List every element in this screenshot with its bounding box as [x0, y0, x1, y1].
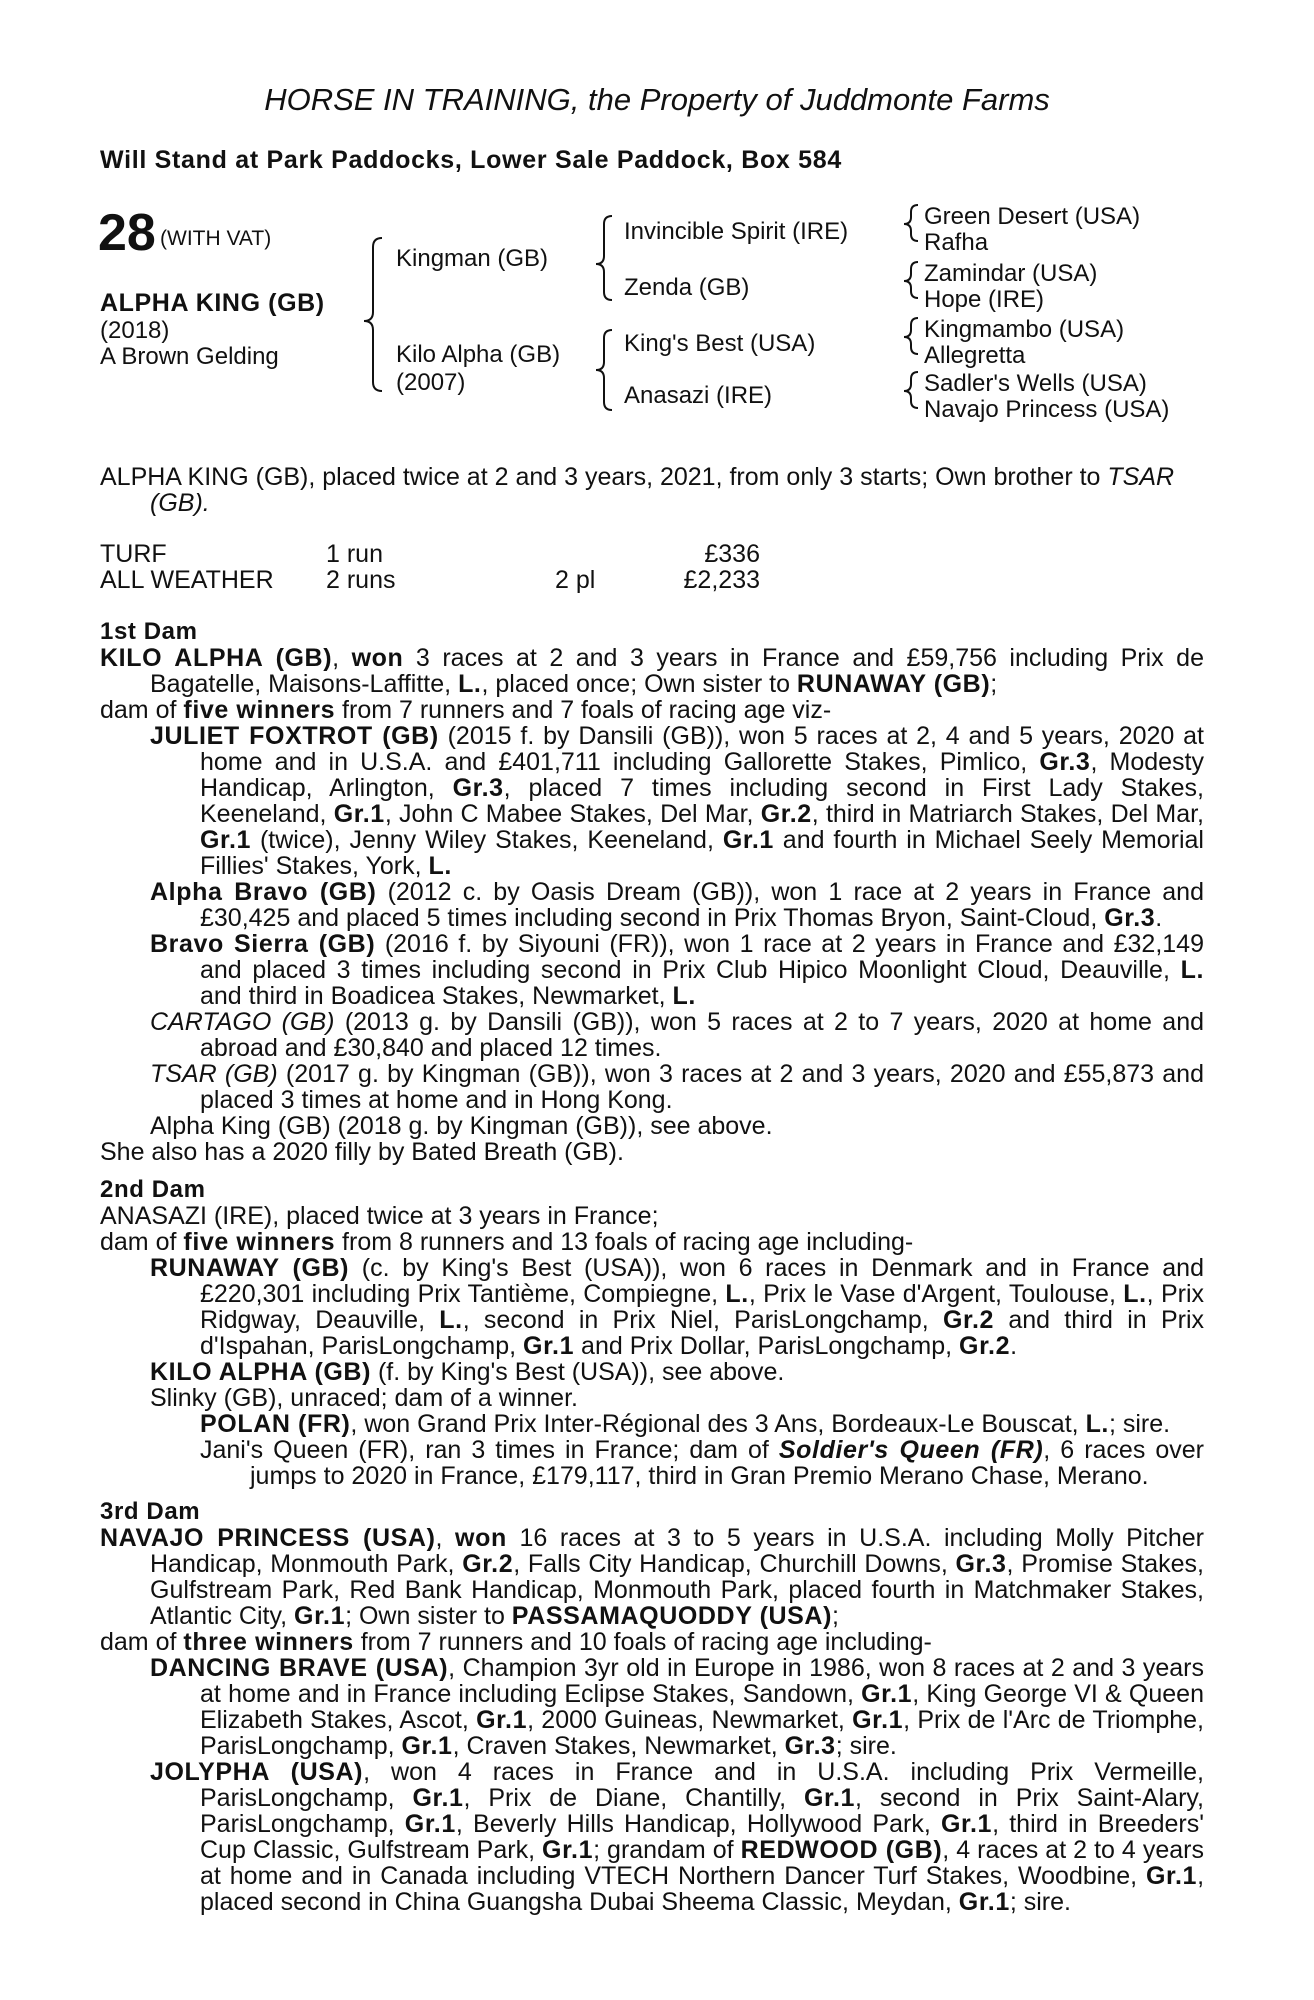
- text: , Champion 3yr old in Europe in 1986, won 8 races at 2 and 3 years at home and in France including Eclipse Stakes, Sandown,: [200, 1654, 1204, 1708]
- sire-dam: Zenda (GB): [624, 274, 750, 301]
- gen3-7: Sadler's Wells (USA): [924, 370, 1147, 397]
- grade-label: Gr.1: [941, 1810, 993, 1838]
- listed-label: L.: [1123, 1280, 1147, 1308]
- third-dam-name: NAVAJO PRINCESS (USA): [100, 1524, 436, 1552]
- gen3-4: Hope (IRE): [924, 286, 1045, 313]
- progeny-name: POLAN (FR): [200, 1410, 351, 1438]
- third-dam-section: 3rd Dam NAVAJO PRINCESS (USA), won 16 races at 3 to 5 years in U.S.A. including Molly Pitcher Handicap, Monmouth Park, Gr.2, Falls City Handicap, Churchill Downs, Gr.3, Promise Stakes, Gulfstream Park, Red Bank Handicap, Monmouth Park, placed fourth in Matchmaker Stakes, Atlantic City, Gr.1; Own sister to PASSAMAQUODDY (USA); dam of three winners from 7 runners and 10 foals of racing age including- DANCING BRAVE (USA), Champion 3yr old in Europe in 1986, won 8 races at 2 and 3 years at home and in France including Eclipse Stakes, Sandown, Gr.1, King George VI & Queen Elizabeth Stakes, Ascot, Gr.1, 2000 Guineas, Newmarket, Gr.1, Prix de l'Arc de Triomphe, ParisLongchamp, Gr.1, Craven Stakes, Newmarket, Gr.3; sire. JOLYPHA (USA), won 4 races in France and in U.S.A. including Prix Vermeille, ParisLongchamp, Gr.1, Prix de Diane, Chantilly, Gr.1, second in Prix Saint-Alary, ParisLongchamp, Gr.1, Beverly Hills Handicap, Hollywood Park, Gr.1, third in Breeders' Cup Classic, Gulfstream Park, Gr.1; grandam of REDWOOD (GB), 4 races at 2 to 4 years at home and in Canada including VTECH Northern Dancer Turf Stakes, Woodbine, Gr.1, placed second in China Guangsha Dubai Sheema Classic, Meydan, Gr.1; sire.: [100, 1498, 1205, 1916]
- text: , second in Prix Niel, ParisLongchamp,: [462, 1306, 929, 1334]
- dam: Kilo Alpha (GB): [396, 341, 561, 368]
- record-prize-1: £336: [704, 540, 760, 568]
- text: , won 4 races in France and in U.S.A. including Prix Vermeille, ParisLongchamp,: [200, 1758, 1204, 1812]
- second-dam-intro: ANASAZI (IRE), placed twice at 3 years in France;: [100, 1202, 659, 1230]
- text: , King George VI & Queen Elizabeth Stakes, Ascot,: [200, 1680, 1204, 1734]
- progeny-name: DANCING BRAVE (USA): [150, 1654, 449, 1682]
- grade-label: Gr.3: [1104, 904, 1156, 932]
- grade-label: Gr.3: [784, 1732, 836, 1760]
- progeny-name: TSAR (GB): [150, 1060, 278, 1088]
- text: (2012 c. by Oasis Dream (GB)), won 1 race at 2 years in France and £30,425 and placed 5 times including second in Prix Thomas Bryon, Saint-Cloud,: [200, 878, 1204, 932]
- text: and third in Boadicea Stakes, Newmarket,: [200, 982, 666, 1010]
- grade-label: Gr.1: [1146, 1862, 1198, 1890]
- stand-location: Will Stand at Park Paddocks, Lower Sale Paddock, Box 584: [100, 146, 842, 174]
- text: ;: [832, 1602, 839, 1630]
- text: (2015 f. by Dansili (GB)), won 5 races at 2, 4 and 5 years, 2020 at home and in U.S.A. and £401,711 including Gallorette Stakes, Pimlico,: [200, 722, 1205, 776]
- gen3-5: Kingmambo (USA): [924, 316, 1125, 343]
- record-runs-2: 2 runs: [326, 566, 396, 594]
- text: 16 races at 3 to 5 years in U.S.A. including Molly Pitcher Handicap, Monmouth Park,: [150, 1524, 1204, 1578]
- text: , Modesty Handicap, Arlington,: [200, 748, 1205, 802]
- grade-label: Gr.1: [852, 1706, 904, 1734]
- sire: Kingman (GB): [396, 245, 549, 272]
- won-label: won: [455, 1524, 507, 1552]
- summary-text: ALPHA KING (GB), placed twice at 2 and 3 years, 2021, from only 3 starts; Own brother to: [100, 463, 1101, 491]
- text: dam of: [100, 696, 177, 724]
- summary: [100, 464, 1204, 516]
- grade-label: Gr.3: [1039, 748, 1091, 776]
- grade-label: Gr.3: [452, 774, 504, 802]
- sister-name: PASSAMAQUODDY (USA): [511, 1602, 833, 1630]
- listed-label: L.: [1085, 1410, 1109, 1438]
- progeny-name: REDWOOD (GB): [740, 1836, 943, 1864]
- winners-count: five winners: [183, 1228, 336, 1256]
- listed-label: L.: [458, 670, 482, 698]
- text: dam of: [100, 1228, 177, 1256]
- gen3-3: Zamindar (USA): [924, 260, 1098, 287]
- horse-year: (2018): [100, 317, 170, 344]
- text: , 4 races at 2 to 4 years at home and in Canada including VTECH Northern Dancer Turf Stakes, Woodbine,: [200, 1836, 1204, 1890]
- winners-count: three winners: [183, 1628, 354, 1656]
- text: (twice), Jenny Wiley Stakes, Keeneland,: [259, 826, 714, 854]
- grade-label: Gr.1: [803, 1784, 856, 1812]
- text: , 2000 Guineas, Newmarket,: [527, 1706, 845, 1734]
- text: ;: [990, 670, 998, 698]
- grade-label: Gr.1: [861, 1680, 913, 1708]
- text: and third in Prix d'Ispahan, ParisLongchamp,: [200, 1306, 1204, 1360]
- progeny-name: KILO ALPHA (GB): [150, 1358, 372, 1386]
- text: , won Grand Prix Inter-Régional des 3 Ans, Bordeaux-Le Bouscat,: [350, 1410, 1079, 1438]
- text: and Prix Dollar, ParisLongchamp,: [581, 1332, 953, 1360]
- text: , second in Prix Saint-Alary, ParisLongchamp,: [200, 1784, 1204, 1838]
- progeny-name: JULIET FOXTROT (GB): [150, 722, 439, 750]
- text: , placed second in China Guangsha Dubai Sheema Classic, Meydan,: [200, 1862, 1205, 1916]
- progeny-name: Alpha Bravo (GB): [150, 878, 377, 906]
- sister-name: RUNAWAY (GB): [796, 670, 991, 698]
- record-placed-2: 2 pl: [555, 566, 596, 594]
- grade-label: Gr.3: [955, 1550, 1007, 1578]
- text: from 7 runners and 7 foals of racing age viz-: [342, 696, 832, 724]
- text: , John C Mabee Stakes, Del Mar,: [384, 800, 754, 828]
- first-dam-section: 1st Dam KILO ALPHA (GB), won 3 races at 2 and 3 years in France and £59,756 including Prix de Bagatelle, Maisons-Laffitte, L., placed once; Own sister to RUNAWAY (GB); dam of five winners from 7 runners and 7 foals of racing age viz- JULIET FOXTROT (GB) (2015 f. by Dansili (GB)), won 5 races at 2, 4 and 5 years, 2020 at home and in U.S.A. and £401,711 including Gallorette Stakes, Pimlico, Gr.3, Modesty Handicap, Arlington, Gr.3, placed 7 times including second in First Lady Stakes, Keeneland, Gr.1, John C Mabee Stakes, Del Mar, Gr.2, third in Matriarch Stakes, Del Mar, Gr.1 (twice), Jenny Wiley Stakes, Keeneland, Gr.1 and fourth in Michael Seely Memorial Fillies' Stakes, York, L. Alpha Bravo (GB) (2012 c. by Oasis Dream (GB)), won 1 race at 2 years in France and £30,425 and placed 5 times including second in Prix Thomas Bryon, Saint-Cloud, Gr.3. Bravo Sierra (GB) (2016 f. by Siyouni (FR)), won 1 race at 2 years in France and £32,149 and placed 3 times including second in Prix Club Hipico Moonlight Cloud, Deauville, L. and third in Boadicea Stakes, Newmarket, L. CARTAGO (GB) (2013 g. by Dansili (GB)), won 5 races at 2 to 7 years, 2020 at home and abroad and £30,840 and placed 12 times. TSAR (GB) (2017 g. by Kingman (GB)), won 3 races at 2 and 3 years, 2020 and £55,873 and placed 3 times at home and in Hong Kong. Alpha King (GB) (2018 g. by Kingman (GB)), see above. She also has a 2020 filly by Bated Breath (GB).: [100, 618, 1205, 1166]
- grade-label: Gr.2: [943, 1306, 995, 1334]
- listed-label: L.: [725, 1280, 749, 1308]
- text: , Prix le Vase d'Argent, Toulouse,: [748, 1280, 1116, 1308]
- text: ; sire.: [835, 1732, 897, 1760]
- grade-label: Gr.1: [294, 1602, 346, 1630]
- grade-label: Gr.1: [401, 1732, 453, 1760]
- text: from 8 runners and 13 foals of racing age including-: [342, 1228, 914, 1256]
- grade-label: Gr.1: [523, 1332, 575, 1360]
- text: and fourth in Michael Seely Memorial Fillies' Stakes, York,: [200, 826, 1204, 880]
- progeny-name: CARTAGO (GB): [150, 1008, 335, 1036]
- text: from 7 runners and 10 foals of racing age including-: [360, 1628, 932, 1656]
- vat-label: (WITH VAT): [160, 227, 272, 250]
- record-surface-1: TURF: [100, 540, 167, 568]
- text: , Falls City Handicap, Churchill Downs,: [513, 1550, 948, 1578]
- progeny-name: JOLYPHA (USA): [150, 1758, 364, 1786]
- grade-label: Gr.1: [958, 1888, 1010, 1916]
- text: Jani's Queen (FR), ran 3 times in France; dam of: [200, 1436, 769, 1464]
- gen3-6: Allegretta: [924, 342, 1026, 369]
- gen3-1: Green Desert (USA): [924, 203, 1141, 230]
- text: , Craven Stakes, Newmarket,: [452, 1732, 778, 1760]
- summary-italic: TSAR: [1107, 463, 1175, 491]
- text: 3 races at 2 and 3 years in France and £59,756 including Prix de Bagatelle, Maisons-Laffitte,: [150, 644, 1204, 698]
- gen3-8: Navajo Princess (USA): [924, 396, 1170, 423]
- text: .: [1010, 1332, 1018, 1360]
- text: , third in Breeders' Cup Classic, Gulfstream Park,: [200, 1810, 1204, 1864]
- record-surface-2: ALL WEATHER: [100, 566, 274, 594]
- grade-label: Gr.1: [722, 826, 774, 854]
- grade-label: Gr.1: [476, 1706, 528, 1734]
- summary-line2: (GB).: [150, 489, 210, 517]
- text: ; Own sister to: [345, 1602, 505, 1630]
- text: ; sire.: [1108, 1410, 1171, 1438]
- listed-label: L.: [439, 1306, 463, 1334]
- horse-description: A Brown Gelding: [100, 343, 279, 370]
- dam-sire: King's Best (USA): [624, 330, 816, 357]
- progeny-name: Bravo Sierra (GB): [150, 930, 376, 958]
- first-dam-name: KILO ALPHA (GB): [100, 644, 333, 672]
- grade-label: Gr.2: [462, 1550, 514, 1578]
- text: , placed 7 times including second in First Lady Stakes, Keeneland,: [200, 774, 1204, 828]
- text: (2017 g. by Kingman (GB)), won 3 races at 2 and 3 years, 2020 and £55,873 and placed 3 times at home and in Hong Kong.: [200, 1060, 1204, 1114]
- grade-label: Gr.1: [200, 826, 252, 854]
- progeny-entry: Alpha King (GB) (2018 g. by Kingman (GB)), see above.: [150, 1112, 773, 1140]
- grade-label: Gr.1: [404, 1810, 456, 1838]
- text: , 6 races over jumps to 2020 in France, £179,117, third in Gran Premio Merano Chase, Merano.: [250, 1436, 1204, 1490]
- record-runs-1: 1 run: [326, 540, 383, 568]
- text: ; grandam of: [593, 1836, 734, 1864]
- listed-label: L.: [672, 982, 696, 1010]
- sire-sire: Invincible Spirit (IRE): [624, 218, 849, 245]
- text: , third in Matriarch Stakes, Del Mar,: [811, 800, 1204, 828]
- filly-note: She also has a 2020 filly by Bated Breath (GB).: [100, 1138, 624, 1166]
- text: .: [1155, 904, 1163, 932]
- text: (2016 f. by Siyouni (FR)), won 1 race at 2 years in France and £32,149 and placed 3 times including second in Prix Club Hipico Moonlight Cloud, Deauville,: [200, 930, 1204, 984]
- grade-label: Gr.1: [333, 800, 385, 828]
- page-title: HORSE IN TRAINING, the Property of Juddmonte Farms: [264, 82, 1050, 117]
- text: , placed once; Own sister to: [481, 670, 790, 698]
- dam-year: (2007): [396, 369, 466, 396]
- text: , Prix de l'Arc de Triomphe, ParisLongchamp,: [200, 1706, 1204, 1760]
- text: , Beverly Hills Handicap, Hollywood Park,: [455, 1810, 931, 1838]
- text: dam of: [100, 1628, 177, 1656]
- text: (2013 g. by Dansili (GB)), won 5 races at 2 to 7 years, 2020 at home and abroad and £30,840 and placed 12 times.: [200, 1008, 1204, 1062]
- lot-number: 28: [98, 204, 156, 262]
- text: (c. by King's Best (USA)), won 6 races in Denmark and in France and £220,301 including Prix Tantième, Compiegne,: [200, 1254, 1204, 1308]
- third-dam-heading: 3rd Dam: [100, 1498, 201, 1525]
- progeny-name: RUNAWAY (GB): [150, 1254, 350, 1282]
- horse-name: ALPHA KING (GB): [100, 289, 325, 317]
- grade-label: Gr.1: [542, 1836, 594, 1864]
- second-dam-heading: 2nd Dam: [100, 1176, 206, 1203]
- text: (f. by King's Best (USA)), see above.: [377, 1358, 785, 1386]
- second-dam-section: [100, 1177, 1204, 1489]
- progeny-name: Soldier's Queen (FR): [778, 1436, 1044, 1464]
- text: , Prix Ridgway, Deauville,: [200, 1280, 1205, 1334]
- listed-label: L.: [428, 852, 452, 880]
- first-dam-heading: 1st Dam: [100, 618, 198, 645]
- gen3-2: Rafha: [924, 229, 989, 256]
- winners-count: five winners: [183, 696, 336, 724]
- text: ; sire.: [1009, 1888, 1071, 1916]
- text: , Prix de Diane, Chantilly,: [463, 1784, 787, 1812]
- grade-label: Gr.1: [412, 1784, 464, 1812]
- record-prize-2: £2,233: [683, 566, 760, 594]
- listed-label: L.: [1180, 956, 1204, 984]
- text: , Promise Stakes, Gulfstream Park, Red Bank Handicap, Monmouth Park, placed fourth in Matchmaker Stakes, Atlantic City,: [150, 1550, 1204, 1630]
- dam-dam: Anasazi (IRE): [624, 382, 773, 409]
- progeny-entry: Slinky (GB), unraced; dam of a winner.: [150, 1384, 578, 1412]
- grade-label: Gr.2: [959, 1332, 1011, 1360]
- won-label: won: [351, 644, 404, 672]
- grade-label: Gr.2: [760, 800, 812, 828]
